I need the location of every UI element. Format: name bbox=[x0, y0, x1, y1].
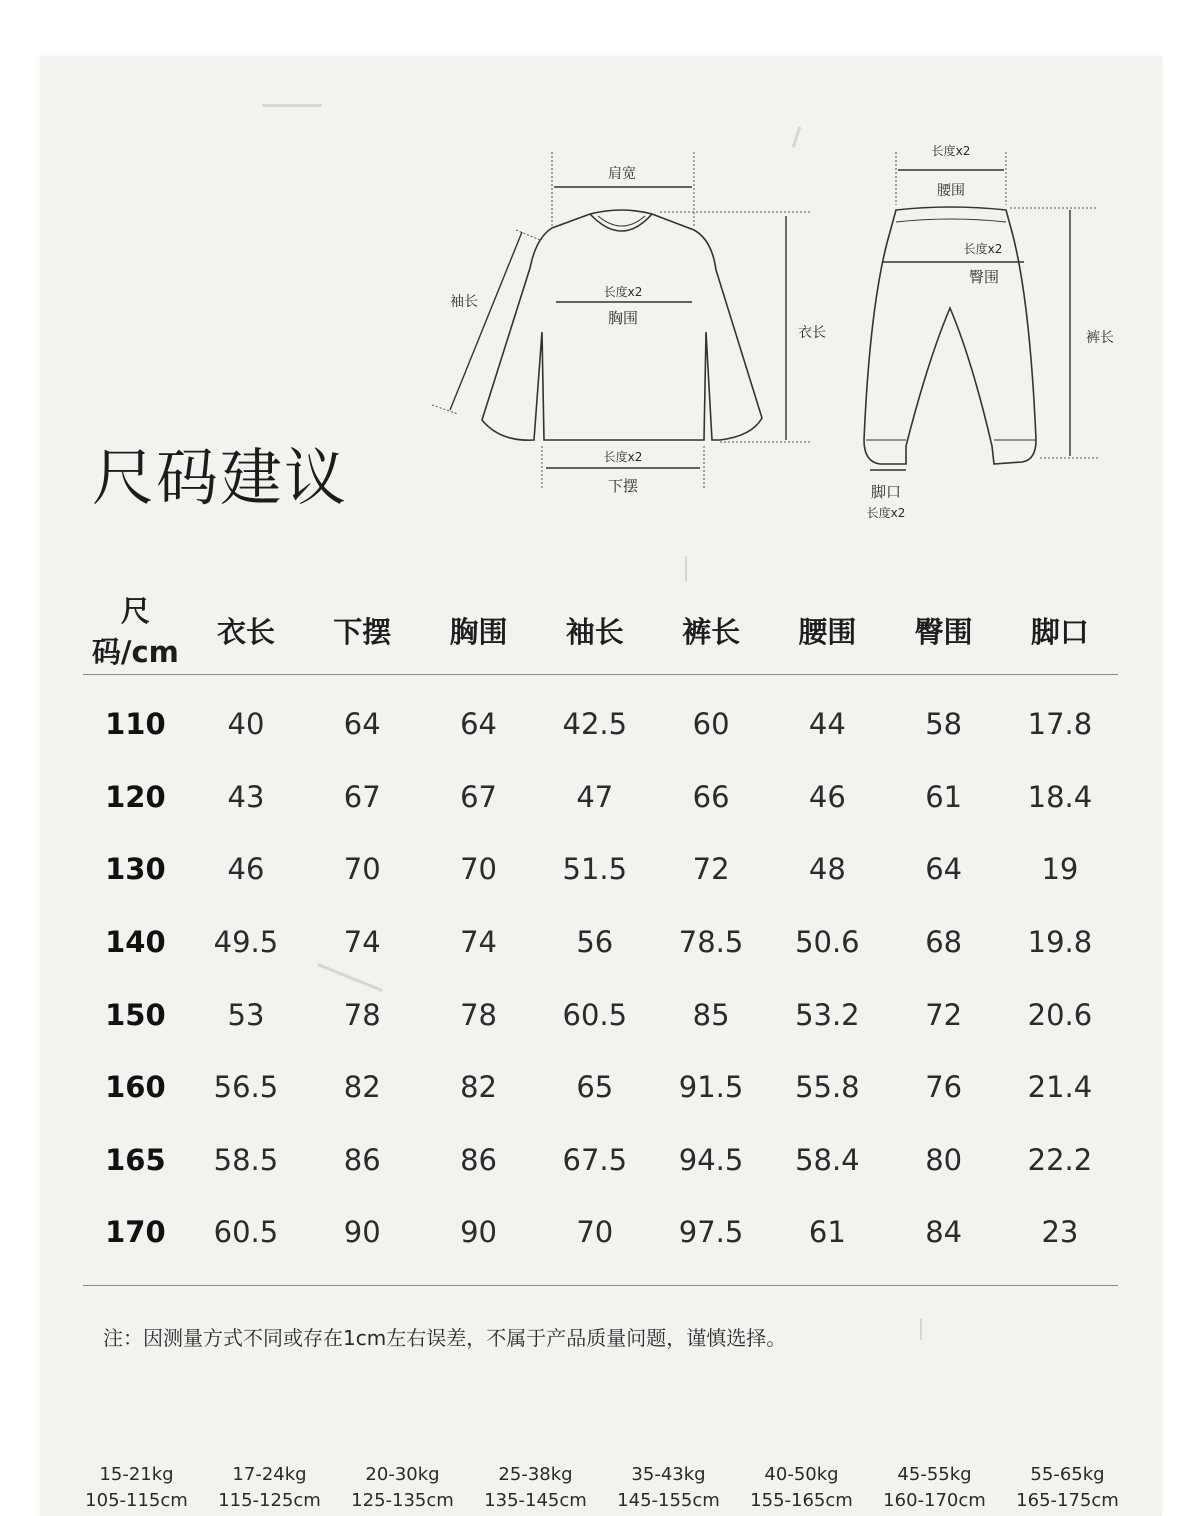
measurement-cell: 53.2 bbox=[795, 997, 860, 1032]
header-length: 衣长 bbox=[216, 614, 275, 649]
measurement-cell: 97.5 bbox=[678, 1215, 744, 1250]
measurement-cell: 80 bbox=[925, 1142, 963, 1177]
size-table bbox=[83, 594, 1118, 1269]
chest-label: 胸围 bbox=[607, 309, 639, 327]
recommendation-height: 155-165cm bbox=[750, 1490, 853, 1511]
measurement-cell: 68 bbox=[925, 925, 963, 960]
table-row bbox=[83, 833, 1118, 906]
recommendation-height: 160-170cm bbox=[883, 1490, 986, 1511]
header-waist: 腰围 bbox=[798, 614, 857, 649]
recommendation-item bbox=[203, 1462, 336, 1514]
recommendation-item bbox=[336, 1462, 469, 1514]
measurement-cell: 21.4 bbox=[1027, 1070, 1093, 1105]
measurement-cell: 72 bbox=[925, 997, 963, 1032]
measurement-cell: 18.4 bbox=[1027, 779, 1093, 814]
size-cell: 130 bbox=[105, 852, 166, 887]
measurement-cell: 58.5 bbox=[213, 1142, 279, 1177]
recommendation-height: 105-115cm bbox=[85, 1490, 188, 1511]
table-row bbox=[83, 1196, 1118, 1269]
measurement-cell: 74 bbox=[460, 925, 497, 960]
measurement-cell: 22.2 bbox=[1027, 1142, 1093, 1177]
measurement-cell: 60 bbox=[692, 707, 730, 742]
size-cell: 165 bbox=[105, 1142, 166, 1177]
measurement-cell: 40 bbox=[227, 707, 265, 742]
measurement-cell: 47 bbox=[576, 779, 614, 814]
measurement-cell: 66 bbox=[692, 779, 730, 814]
measurement-cell: 17.8 bbox=[1027, 707, 1093, 742]
recommendation-weight: 45-55kg bbox=[897, 1464, 972, 1485]
pants-outline bbox=[864, 207, 1036, 464]
size-cell: 170 bbox=[105, 1215, 166, 1250]
size-cell: 150 bbox=[105, 997, 166, 1032]
measurement-cell: 46 bbox=[227, 852, 265, 887]
table-header bbox=[83, 594, 1118, 675]
size-cell: 120 bbox=[105, 779, 166, 814]
size-cell: 110 bbox=[105, 707, 166, 742]
header-hem: 下摆 bbox=[333, 614, 392, 649]
measurement-cell: 78.5 bbox=[678, 925, 744, 960]
recommendation-item bbox=[602, 1462, 735, 1514]
measurement-cell: 70 bbox=[460, 852, 497, 887]
paper-fleck bbox=[685, 556, 687, 582]
measurement-cell: 48 bbox=[808, 852, 846, 887]
measurement-cell: 19 bbox=[1041, 852, 1079, 887]
recommendation-height: 145-155cm bbox=[617, 1490, 720, 1511]
measurement-cell: 70 bbox=[343, 852, 381, 887]
header-chest: 胸围 bbox=[449, 614, 508, 649]
hip-multiplier-label: 长度x2 bbox=[963, 242, 1003, 256]
measurement-cell: 85 bbox=[692, 997, 730, 1032]
recommendation-weight: 20-30kg bbox=[365, 1464, 440, 1485]
measurement-cell: 56.5 bbox=[213, 1070, 279, 1105]
sleeve-label: 袖长 bbox=[450, 294, 478, 310]
measurement-cell: 74 bbox=[343, 925, 381, 960]
measurement-cell: 20.6 bbox=[1027, 997, 1093, 1032]
measurement-cell: 91.5 bbox=[678, 1070, 744, 1105]
paper-fleck bbox=[262, 104, 322, 107]
measurement-cell: 61 bbox=[808, 1215, 846, 1250]
recommendation-item bbox=[469, 1462, 602, 1514]
header-pants-length: 裤长 bbox=[682, 614, 741, 649]
measurement-cell: 64 bbox=[925, 852, 963, 887]
measurement-cell: 46 bbox=[808, 779, 846, 814]
table-row bbox=[83, 761, 1118, 834]
measurement-cell: 67 bbox=[460, 779, 497, 814]
table-body bbox=[83, 675, 1118, 1269]
measurement-cell: 44 bbox=[808, 707, 846, 742]
measurement-cell: 51.5 bbox=[562, 852, 628, 887]
measurement-cell: 78 bbox=[343, 997, 381, 1032]
measurement-illustration bbox=[400, 130, 1140, 530]
measurement-cell: 70 bbox=[576, 1215, 614, 1250]
measurement-cell: 19.8 bbox=[1027, 925, 1093, 960]
measurement-cell: 84 bbox=[925, 1215, 963, 1250]
measurement-cell: 82 bbox=[343, 1070, 381, 1105]
measurement-cell: 86 bbox=[460, 1142, 497, 1177]
measurement-cell: 86 bbox=[343, 1142, 381, 1177]
garment-diagram bbox=[400, 130, 1140, 534]
measurement-cell: 58.4 bbox=[795, 1142, 860, 1177]
table-row bbox=[83, 1051, 1118, 1124]
measurement-cell: 72 bbox=[692, 852, 730, 887]
measurement-cell: 78 bbox=[460, 997, 497, 1032]
cuff-label: 脚口 bbox=[870, 483, 902, 501]
recommendation-weight: 40-50kg bbox=[764, 1464, 839, 1485]
recommendation-item bbox=[1001, 1462, 1134, 1514]
recommendation-weight: 15-21kg bbox=[99, 1464, 174, 1485]
measurement-note: 注：因测量方式不同或存在1cm左右误差，不属于产品质量问题，谨慎选择。 bbox=[103, 1326, 787, 1350]
recommendation-height: 165-175cm bbox=[1016, 1490, 1119, 1511]
measurement-cell: 49.5 bbox=[213, 925, 279, 960]
measurement-cell: 90 bbox=[343, 1215, 381, 1250]
chest-multiplier-label: 长度x2 bbox=[603, 285, 643, 299]
measurement-cell: 64 bbox=[343, 707, 381, 742]
recommendation-item bbox=[70, 1462, 203, 1514]
measurement-cell: 61 bbox=[925, 779, 963, 814]
measurement-cell: 90 bbox=[460, 1215, 497, 1250]
table-row bbox=[83, 978, 1118, 1051]
header-hip: 臀围 bbox=[914, 614, 973, 649]
header-size: 尺码/cm bbox=[91, 594, 179, 669]
recommendation-height: 135-145cm bbox=[484, 1490, 587, 1511]
shoulder-label: 肩宽 bbox=[608, 166, 636, 182]
hem-label: 下摆 bbox=[607, 477, 639, 495]
recommendation-weight: 17-24kg bbox=[232, 1464, 307, 1485]
measurement-cell: 67 bbox=[343, 779, 381, 814]
table-bottom-rule bbox=[83, 1285, 1118, 1286]
recommendation-height: 115-125cm bbox=[218, 1490, 321, 1511]
measurement-cell: 82 bbox=[460, 1070, 497, 1105]
measurement-cell: 43 bbox=[227, 779, 265, 814]
pants-length-label: 裤长 bbox=[1086, 330, 1114, 346]
recommendation-weight: 55-65kg bbox=[1030, 1464, 1105, 1485]
recommendation-item bbox=[735, 1462, 868, 1514]
header-sleeve: 袖长 bbox=[565, 614, 624, 649]
measurement-cell: 55.8 bbox=[795, 1070, 860, 1105]
measurement-cell: 94.5 bbox=[678, 1142, 744, 1177]
size-cell: 140 bbox=[105, 925, 166, 960]
paper-fleck bbox=[920, 1318, 922, 1340]
cuff-multiplier-label: 长度x2 bbox=[866, 506, 906, 520]
measurement-cell: 23 bbox=[1041, 1215, 1079, 1250]
waist-label: 腰围 bbox=[937, 183, 965, 199]
measurement-cell: 56 bbox=[576, 925, 614, 960]
size-cell: 160 bbox=[105, 1070, 166, 1105]
hem-multiplier-label: 长度x2 bbox=[603, 450, 643, 464]
table-row bbox=[83, 1124, 1118, 1197]
measurement-cell: 50.6 bbox=[795, 925, 860, 960]
measurement-cell: 42.5 bbox=[562, 707, 628, 742]
recommendation-item bbox=[868, 1462, 1001, 1514]
measurement-cell: 76 bbox=[925, 1070, 963, 1105]
recommendation-weight: 35-43kg bbox=[631, 1464, 706, 1485]
measurement-cell: 65 bbox=[576, 1070, 614, 1105]
waist-multiplier-label: 长度x2 bbox=[931, 144, 971, 158]
size-recommendations bbox=[70, 1462, 1134, 1514]
measurement-cell: 67.5 bbox=[562, 1142, 628, 1177]
measurement-cell: 58 bbox=[925, 707, 963, 742]
page-title: 尺码建议 bbox=[92, 441, 349, 514]
measurement-cell: 53 bbox=[227, 997, 265, 1032]
hip-label: 臀围 bbox=[968, 268, 1000, 286]
length-label: 衣长 bbox=[798, 325, 826, 341]
recommendation-weight: 25-38kg bbox=[498, 1464, 573, 1485]
measurement-cell: 64 bbox=[460, 707, 497, 742]
table-row bbox=[83, 688, 1118, 761]
table-row bbox=[83, 906, 1118, 979]
measurement-cell: 60.5 bbox=[562, 997, 628, 1032]
recommendation-height: 125-135cm bbox=[351, 1490, 454, 1511]
header-cuff: 脚口 bbox=[1030, 614, 1089, 649]
measurement-cell: 60.5 bbox=[213, 1215, 279, 1250]
